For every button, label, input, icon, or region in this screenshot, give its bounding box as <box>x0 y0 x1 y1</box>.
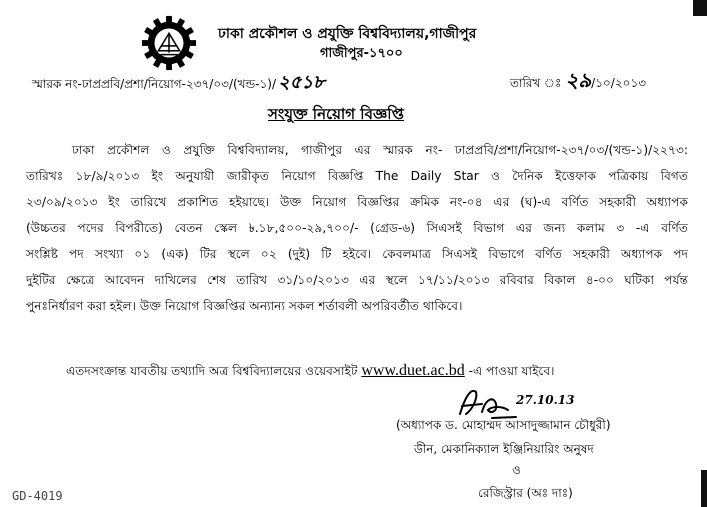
signatory-designation: ডীন, মেকানিক্যাল ইঞ্জিনিয়ারিং অনুষদ <box>414 442 594 456</box>
body-line-6: দুইটির ক্ষেত্রে আবেদন দাখিলের শেষ তারিখ ৩১/১০/২০১৩ এর স্থলে ১৭/১১/২০১৩ রবিবার বিকাল ৪-০০ ঘটিকা পর্যন্ত <box>26 273 688 287</box>
scan-edge-mark-top <box>693 0 707 16</box>
website-text-before: এতদসংক্রান্ত যাবতীয় তথ্যাদি অত্র বিশ্ববিদ্যালয়ের ওয়েবসাইট <box>66 364 362 378</box>
signatory-conjunction: ও <box>512 463 521 477</box>
website-text-after: -এ পাওয়া যাইবে। <box>464 364 555 378</box>
body-line-4: (উচ্চতর পদের বিপরীতে) বেতন স্কেল ৳.১৮,৫০০-২৯,৭০০/- (গ্রেড-৬) সিএসই বিভাগ এর জন্য কলাম ৩ -এ বর্ণিত <box>26 221 688 235</box>
handwritten-date-day: ২৯ <box>565 68 592 92</box>
signatory-registrar: রেজিস্ট্রার (অঃ দাঃ) <box>478 486 573 500</box>
signature-date: 27.10.13 <box>516 393 575 407</box>
body-line-3: ২৩/০৯/২০১৩ ইং তারিখে প্রকাশিত হইয়াছে। উক্ত নিয়োগ বিজ্ঞপ্তির ক্রমিক নং-০৪ এর (ঘ)-এ বর্ণিত সহকারী অধ্যাপক <box>26 195 688 209</box>
document-code: GD-4019 <box>12 489 63 503</box>
issue-date <box>510 66 646 99</box>
body-line-1: ঢাকা প্রকৌশল ও প্রযুক্তি বিশ্ববিদ্যালয়, গাজীপুর এর স্মারক নং- ঢাপ্রপ্রবি/প্রশা/নিয়োগ-২৩৭/০৩/(খন্ড-১)/২২৭৩: <box>72 143 688 157</box>
handwritten-reference-number: ২৫১৮ <box>278 72 325 93</box>
university-logo <box>140 14 198 72</box>
body-line-7: পুনঃনির্ধারণ করা হইল। উক্ত নিয়োগ বিজ্ঞপ্তির অন্যান্য সকল শর্তাবলী অপরিবর্তীত থাকিবে। <box>26 299 463 313</box>
scan-edge-mark-bottom <box>701 470 707 507</box>
institution-address: গাজীপুর-১৭০০ <box>320 46 403 61</box>
website-link[interactable]: www.duet.ac.bd <box>361 362 465 379</box>
institution-name: ঢাকা প্রকৌশল ও প্রযুক্তি বিশ্ববিদ্যালয়,গাজীপুর <box>218 26 477 42</box>
body-line-2: তারিখঃ ১৮/৯/২০১৩ ইং অনুযায়ী জারীকৃত নিয়োগ বিজ্ঞপ্তি The Daily Star ও দৈনিক ইত্তেফাক পত্রিকায় বিগত <box>26 169 688 183</box>
date-printed: /১০/২০১৩ <box>591 76 647 90</box>
reference-label: স্মারক নং-ঢাপ্রপ্রবি/প্রশা/নিয়োগ-২৩৭/০৩/(খন্ড-১)/ <box>32 77 276 91</box>
signatory-name: (অধ্যাপক ড. মোহাম্মদ আসাদুজ্জামান চৌধুরী) <box>396 418 611 432</box>
website-notice <box>66 362 554 383</box>
notice-title: সংযুক্ত নিয়োগ বিজ্ঞপ্তি <box>268 105 404 123</box>
reference-number <box>32 68 325 99</box>
date-label: তারিখ ঃ <box>510 76 562 90</box>
body-line-5: সংশ্লিষ্ট পদ সংখ্যা ০১ (এক) টির স্থলে ০২ (দুই) টি হইবে। কেবলমাত্র সিএসই বিভাগে বর্ণিত সহকারী অধ্যাপক পদ <box>26 247 688 261</box>
